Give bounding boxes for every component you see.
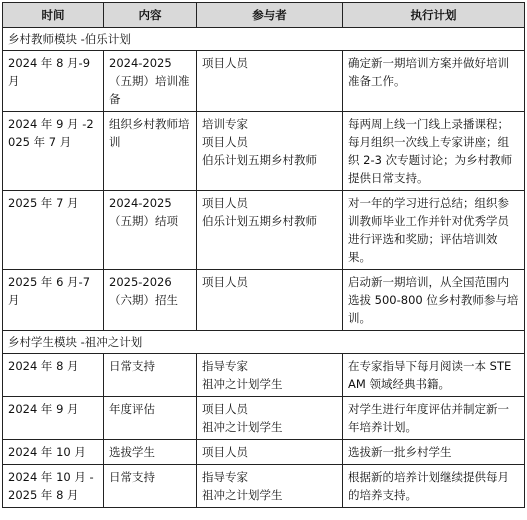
cell-content: 选拔学生 <box>104 440 197 465</box>
table-row <box>3 354 525 397</box>
cell-plan: 每两周上线一门线上录播课程；每月组织一次线上专家讲座；组织 2-3 次专题讨论；为乡村教师提供日常支持。 <box>343 112 525 191</box>
table-row <box>3 112 525 191</box>
cell-plan: 启动新一期培训，从全国范围内选拔 500-800 位乡村教师参与培训。 <box>343 270 525 331</box>
participant: 指导专家 <box>202 470 248 484</box>
cell-time: 2025 年 7 月 <box>3 191 104 270</box>
cell-time: 2024 年 10 月 <box>3 440 104 465</box>
participant: 祖冲之计划学生 <box>202 377 283 391</box>
cell-participants <box>197 112 343 191</box>
cell-time: 2024 年 10 月 -2025 年 8 月 <box>3 465 104 508</box>
cell-participants <box>197 354 343 397</box>
cell-content: 年度评估 <box>104 397 197 440</box>
header-time: 时间 <box>3 3 104 28</box>
section-row <box>3 28 525 51</box>
cell-participants <box>197 270 343 331</box>
table-row <box>3 191 525 270</box>
cell-plan: 确定新一期培训方案并做好培训准备工作。 <box>343 51 525 112</box>
table-row <box>3 51 525 112</box>
header-participants: 参与者 <box>197 3 343 28</box>
cell-time: 2025 年 6 月-7 月 <box>3 270 104 331</box>
cell-content: 日常支持 <box>104 354 197 397</box>
cell-content: 日常支持 <box>104 465 197 508</box>
cell-participants <box>197 191 343 270</box>
cell-participants <box>197 440 343 465</box>
participant: 培训专家 <box>202 117 248 131</box>
section-title: 乡村教师模块 -伯乐计划 <box>3 28 525 51</box>
participant: 项目人员 <box>202 402 248 416</box>
table-row <box>3 465 525 508</box>
participant: 项目人员 <box>202 275 248 289</box>
cell-participants <box>197 397 343 440</box>
header-row <box>3 3 525 28</box>
participant: 项目人员 <box>202 445 248 459</box>
cell-time: 2024 年 8 月 <box>3 354 104 397</box>
section-row <box>3 331 525 354</box>
table-row <box>3 440 525 465</box>
participant: 祖冲之计划学生 <box>202 488 283 502</box>
table-row <box>3 270 525 331</box>
participant: 伯乐计划五期乡村教师 <box>202 153 317 167</box>
cell-plan: 对学生进行年度评估并制定新一年培养计划。 <box>343 397 525 440</box>
header-content: 内容 <box>104 3 197 28</box>
cell-plan: 根据新的培养计划继续提供每月的培养支持。 <box>343 465 525 508</box>
participant: 伯乐计划五期乡村教师 <box>202 214 317 228</box>
participant: 项目人员 <box>202 196 248 210</box>
cell-content: 2024-2025（五期）结项 <box>104 191 197 270</box>
participant: 项目人员 <box>202 56 248 70</box>
participant: 项目人员 <box>202 135 248 149</box>
cell-time: 2024 年 8 月-9 月 <box>3 51 104 112</box>
cell-plan: 在专家指导下每月阅读一本 STEAM 领域经典书籍。 <box>343 354 525 397</box>
cell-time: 2024 年 9 月 <box>3 397 104 440</box>
header-plan: 执行计划 <box>343 3 525 28</box>
cell-participants <box>197 465 343 508</box>
cell-content: 组织乡村教师培训 <box>104 112 197 191</box>
table-row <box>3 397 525 440</box>
cell-content: 2025-2026（六期）招生 <box>104 270 197 331</box>
participant: 指导专家 <box>202 359 248 373</box>
section-title: 乡村学生模块 -祖冲之计划 <box>3 331 525 354</box>
cell-plan: 选拔新一批乡村学生 <box>343 440 525 465</box>
cell-time: 2024 年 9 月 -2025 年 7 月 <box>3 112 104 191</box>
cell-plan: 对一年的学习进行总结；组织参训教师毕业工作并针对优秀学员进行评选和奖励；评估培训效果。 <box>343 191 525 270</box>
participant: 祖冲之计划学生 <box>202 420 283 434</box>
schedule-table <box>2 2 525 508</box>
cell-participants <box>197 51 343 112</box>
cell-content: 2024-2025（五期）培训准备 <box>104 51 197 112</box>
